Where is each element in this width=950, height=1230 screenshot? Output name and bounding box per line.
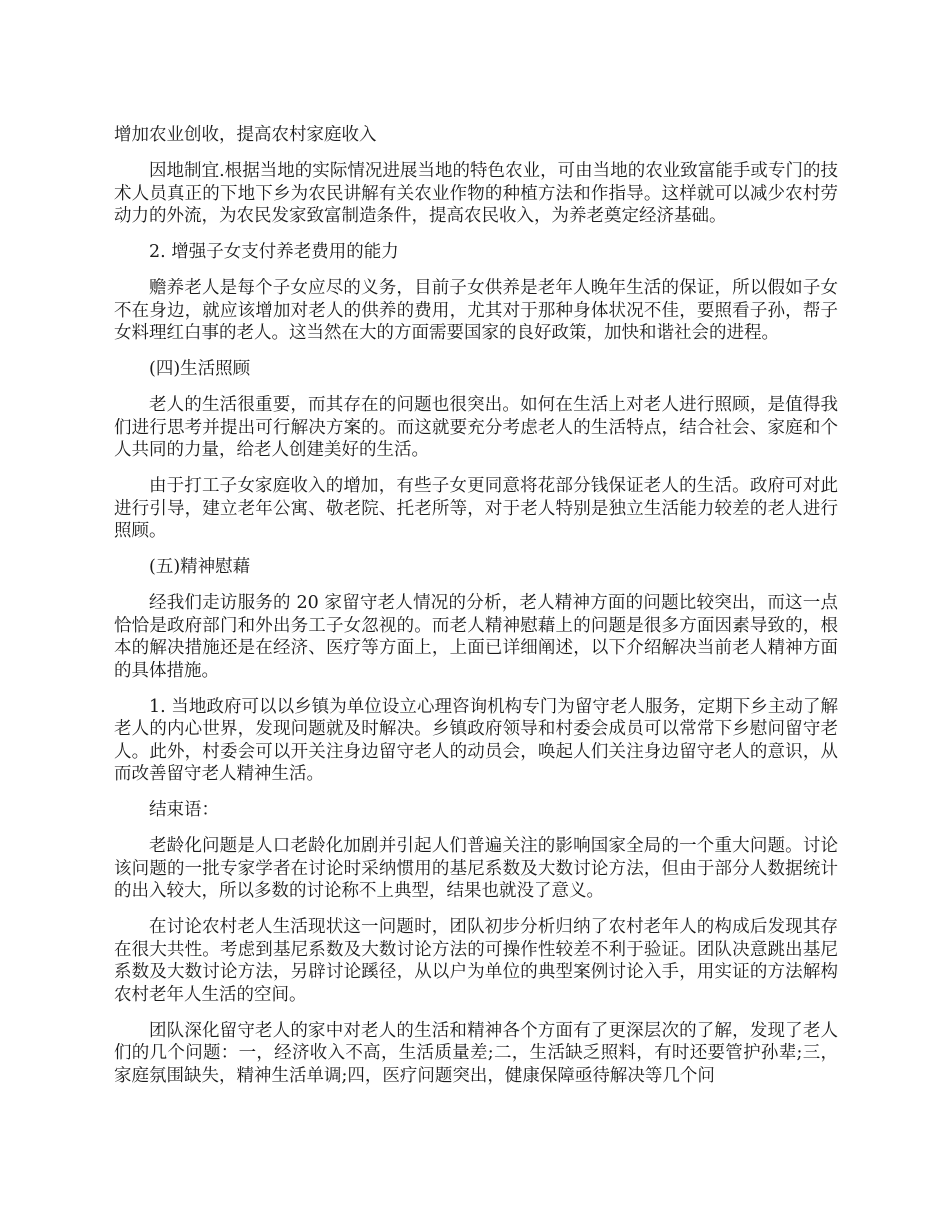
section-heading-conclusion: 结束语： [149,800,219,820]
section-heading-spiritual-comfort: (五)精神慰藉 [149,557,251,577]
document-page [114,124,838,1101]
section-heading-children-support: 2. 增强子女支付养老费用的能力 [149,242,399,262]
section-heading-agriculture: 增加农业创收，提高农村家庭收入 [114,125,377,145]
paragraph-conclusion-2: 在讨论农村老人生活现状这一问题时，团队初步分析归纳了农村老年人的构成后发现其存在很大共性。考虑到基尼系数及大数讨论方法的可操作性较差不利于验证。团队决意跳出基尼系数及大数讨论方法，另辟讨论蹊径，从以户为单位的典型案例讨论入手，用实证的方法解构农村老年人生活的空间。 [114,917,838,1005]
paragraph-spiritual-comfort-1: 经我们走访服务的 20 家留守老人情况的分析，老人精神方面的问题比较突出，而这一点恰恰是政府部门和外出务工子女忽视的。而老人精神慰藉上的问题是很多方面因素导致的，根本的解决措施还是在经济、医疗等方面上，上面已详细阐述，以下介绍解决当前老人精神方面的具体措施。 [114,593,838,681]
paragraph-children-support: 赡养老人是每个子女应尽的义务，目前子女供养是老年人晚年生活的保证，所以假如子女不在身边，就应该增加对老人的供养的费用，尤其对于那种身体状况不佳，要照看子孙，帮子女料理红白事的老人。这当然在大的方面需要国家的良好政策，加快和谐社会的进程。 [114,278,838,343]
paragraph-conclusion-3: 团队深化留守老人的家中对老人的生活和精神各个方面有了更深层次的了解，发现了老人们的几个问题：一，经济收入不高，生活质量差;二，生活缺乏照料，有时还要管护孙辈;三，家庭氛围缺失，精神生活单调;四，医疗问题突出，健康保障亟待解决等几个问 [114,1020,838,1086]
section-heading-life-care: (四)生活照顾 [149,359,251,379]
paragraph-life-care-2: 由于打工子女家庭收入的增加，有些子女更同意将花部分钱保证老人的生活。政府可对此进行引导，建立老年公寓、敬老院、托老所等，对于老人特别是独立生活能力较差的老人进行照顾。 [114,476,838,541]
paragraph-spiritual-comfort-2: 1. 当地政府可以以乡镇为单位设立心理咨询机构专门为留守老人服务，定期下乡主动了解老人的内心世界，发现问题就及时解决。乡镇政府领导和村委会成员可以常常下乡慰问留守老人。此外，村委会可以开关注身边留守老人的动员会，唤起人们关注身边留守老人的意识，从而改善留守老人精神生活。 [114,696,838,784]
paragraph-conclusion-1: 老龄化问题是人口老龄化加剧并引起人们普遍关注的影响国家全局的一个重大问题。讨论该问题的一批专家学者在讨论时采纳惯用的基尼系数及大数讨论方法，但由于部分人数据统计的出入较大，所以多数的讨论称不上典型，结果也就没了意义。 [114,836,838,901]
paragraph-agriculture: 因地制宜.根据当地的实际情况进展当地的特色农业，可由当地的农业致富能手或专门的技术人员真正的下地下乡为农民讲解有关农业作物的种植方法和作指导。这样就可以减少农村劳动力的外流，为农民发家致富制造条件，提高农民收入，为养老奠定经济基础。 [114,161,838,226]
paragraph-life-care-1: 老人的生活很重要，而其存在的问题也很突出。如何在生活上对老人进行照顾，是值得我们进行思考并提出可行解决方案的。而这就要充分考虑老人的生活特点，结合社会、家庭和个人共同的力量，给老人创建美好的生活。 [114,395,838,460]
